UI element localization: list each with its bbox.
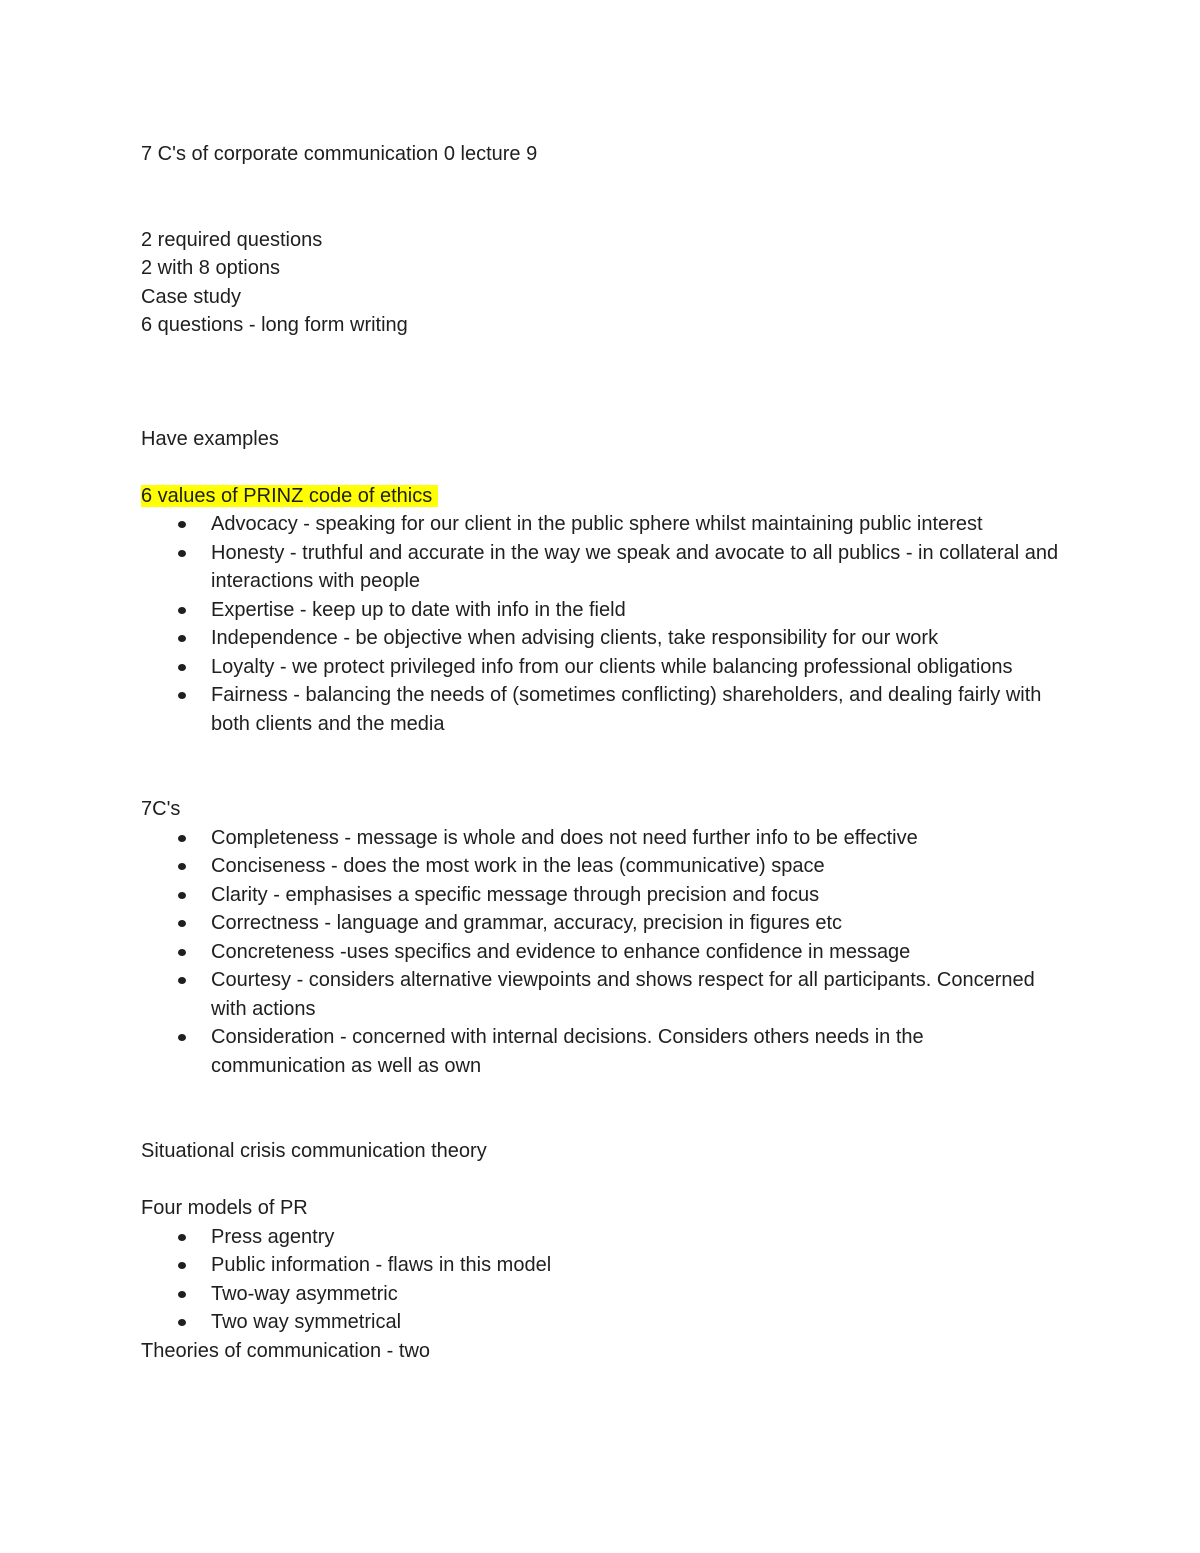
bullet-icon bbox=[178, 949, 186, 956]
list-item-text: Press agentry bbox=[211, 1225, 335, 1248]
list-item bbox=[141, 1280, 1061, 1309]
list-item-text: Loyalty - we protect privileged info from our clients while balancing professional obligations bbox=[211, 655, 1013, 678]
list-item bbox=[141, 909, 1061, 938]
list-item-text: Concreteness -uses specifics and evidence to enhance confidence in message bbox=[211, 940, 911, 963]
list-item bbox=[141, 539, 1061, 596]
seven-cs-list bbox=[141, 824, 1061, 1081]
list-item-text: Fairness - balancing the needs of (sometimes conflicting) shareholders, and dealing fairly with both clients and the media bbox=[211, 684, 1042, 735]
list-item bbox=[141, 1251, 1061, 1280]
exam-info-line: 2 with 8 options bbox=[141, 257, 280, 279]
list-item-text: Independence - be objective when advising clients, take responsibility for our work bbox=[211, 627, 939, 649]
prinz-heading-highlight: 6 values of PRINZ code of ethics bbox=[141, 484, 438, 507]
list-item-text: Public information - flaws in this model bbox=[211, 1254, 552, 1276]
bullet-icon bbox=[178, 920, 186, 927]
list-item-text: Correctness - language and grammar, accuracy, precision in figures etc bbox=[211, 912, 843, 934]
bullet-icon bbox=[178, 635, 186, 642]
list-item bbox=[141, 1308, 1061, 1337]
list-item-text: Consideration - concerned with internal decisions. Considers others needs in the communication as well as own bbox=[211, 1026, 924, 1077]
list-item bbox=[141, 510, 1061, 539]
list-item-text: Conciseness - does the most work in the leas (communicative) space bbox=[211, 855, 825, 877]
prinz-values-list bbox=[141, 510, 1061, 738]
list-item-text: Two-way asymmetric bbox=[211, 1282, 398, 1305]
bullet-icon bbox=[178, 692, 186, 699]
bullet-icon bbox=[178, 977, 186, 984]
list-item bbox=[141, 1023, 1061, 1080]
list-item bbox=[141, 596, 1061, 625]
list-item-text: Clarity - emphasises a specific message through precision and focus bbox=[211, 883, 820, 906]
bullet-icon bbox=[178, 892, 186, 899]
four-models-list bbox=[141, 1223, 1061, 1337]
exam-info-line: Case study bbox=[141, 285, 242, 308]
bullet-icon bbox=[178, 1291, 186, 1298]
list-item-text: Expertise - keep up to date with info in the field bbox=[211, 598, 626, 621]
list-item bbox=[141, 881, 1061, 910]
sct-heading: Situational crisis communication theory bbox=[141, 1140, 487, 1162]
bullet-icon bbox=[178, 863, 186, 870]
bullet-icon bbox=[178, 1234, 186, 1241]
bullet-icon bbox=[178, 835, 186, 842]
have-examples-text: Have examples bbox=[141, 427, 279, 450]
list-item bbox=[141, 966, 1061, 1023]
bullet-icon bbox=[178, 664, 186, 671]
list-item bbox=[141, 653, 1061, 682]
list-item bbox=[141, 938, 1061, 967]
four-models-heading: Four models of PR bbox=[141, 1197, 308, 1219]
list-item bbox=[141, 681, 1061, 738]
bullet-icon bbox=[178, 607, 186, 614]
list-item-text: Two way symmetrical bbox=[211, 1311, 402, 1333]
exam-info-line: 6 questions - long form writing bbox=[141, 314, 408, 336]
list-item bbox=[141, 852, 1061, 881]
list-item-text: Completeness - message is whole and does not need further info to be effective bbox=[211, 826, 918, 849]
prinz-heading bbox=[141, 482, 1061, 511]
bullet-icon bbox=[178, 1262, 186, 1269]
list-item bbox=[141, 824, 1061, 853]
list-item-text: Honesty - truthful and accurate in the way we speak and avocate to all publics - in collateral and interactions with people bbox=[211, 541, 1059, 592]
bullet-icon bbox=[178, 1319, 186, 1326]
exam-info-line: 2 required questions bbox=[141, 228, 323, 251]
bullet-icon bbox=[178, 521, 186, 528]
list-item bbox=[141, 624, 1061, 653]
theories-line: Theories of communication - two bbox=[141, 1339, 431, 1362]
document-page bbox=[141, 140, 1061, 1365]
seven-cs-heading: 7C's bbox=[141, 798, 181, 820]
bullet-icon bbox=[178, 1034, 186, 1041]
list-item bbox=[141, 1223, 1061, 1252]
list-item-text: Courtesy - considers alternative viewpoints and shows respect for all participants. Concerned with actions bbox=[211, 969, 1035, 1020]
document-title: 7 C's of corporate communication 0 lecture 9 bbox=[141, 143, 538, 165]
list-item-text: Advocacy - speaking for our client in the public sphere whilst maintaining public interest bbox=[211, 513, 983, 535]
bullet-icon bbox=[178, 550, 186, 557]
